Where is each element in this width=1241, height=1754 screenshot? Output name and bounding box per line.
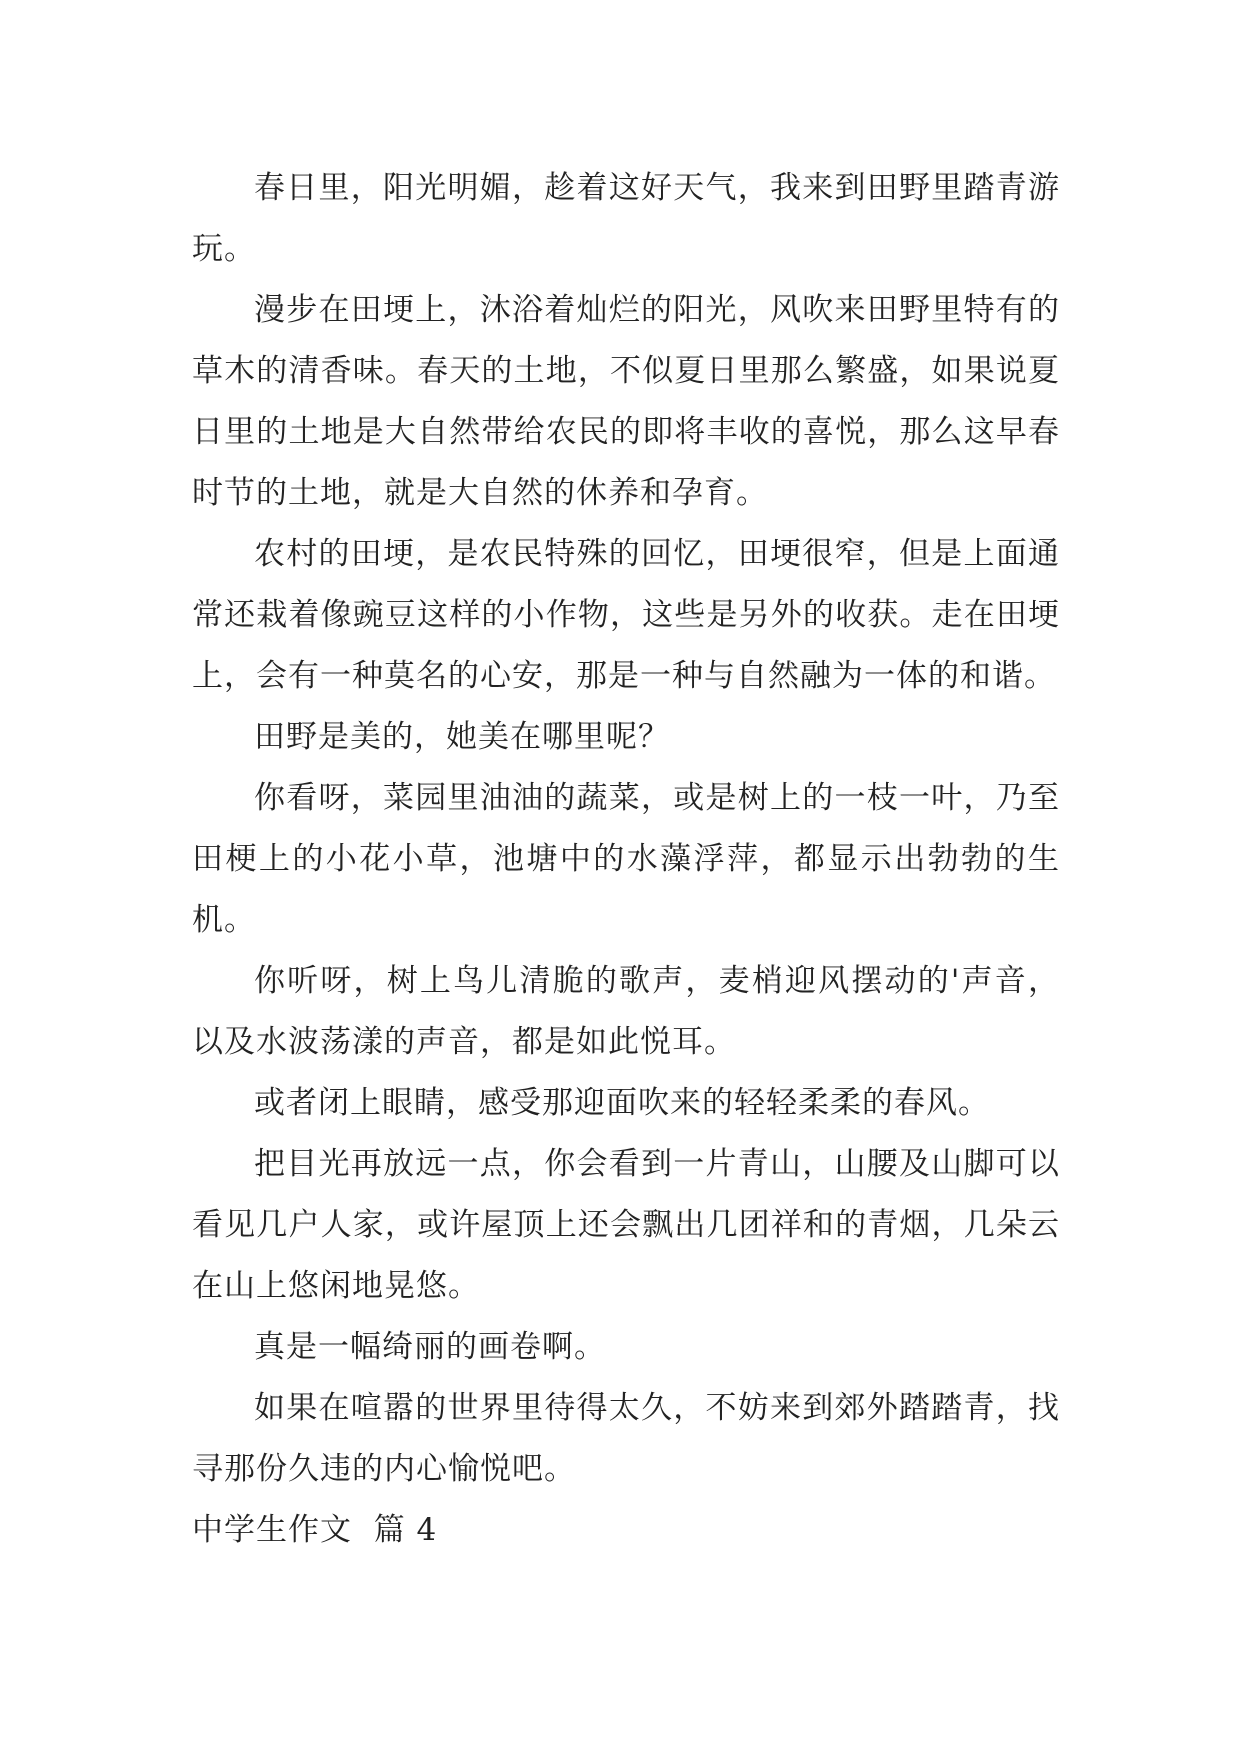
paragraph: 田野是美的，她美在哪里呢？ [254, 719, 670, 755]
paragraph: 或者闭上眼睛，感受那迎面吹来的轻轻柔柔的春风。 [254, 1085, 990, 1121]
paragraph: 把目光再放远一点，你会看到一片青山，山腰及山脚可以看见几户人家，或许屋顶上还会飘出几团祥和的青烟，几朵云在山上悠闲地晃悠。 [192, 1146, 1060, 1304]
paragraph: 你听呀，树上鸟儿清脆的歌声，麦梢迎风摆动的'声音，以及水波荡漾的声音，都是如此悦耳。 [192, 963, 1060, 1060]
paragraph: 如果在喧嚣的世界里待得太久，不妨来到郊外踏踏青，找寻那份久违的内心愉悦吧。 [192, 1390, 1060, 1487]
section-heading: 中学生作文 篇 4 [192, 1512, 438, 1548]
paragraph: 漫步在田埂上，沐浴着灿烂的阳光，风吹来田野里特有的草木的清香味。春天的土地，不似夏日里那么繁盛，如果说夏日里的土地是大自然带给农民的即将丰收的喜悦，那么这早春时节的土地，就是大自然的休养和孕育。 [192, 292, 1060, 511]
paragraph: 春日里，阳光明媚，趁着这好天气，我来到田野里踏青游玩。 [192, 170, 1060, 267]
paragraph: 农村的田埂，是农民特殊的回忆，田埂很窄，但是上面通常还栽着像豌豆这样的小作物，这些是另外的收获。走在田埂上，会有一种莫名的心安，那是一种与自然融为一体的和谐。 [192, 536, 1060, 694]
paragraph: 真是一幅绮丽的画卷啊。 [254, 1329, 606, 1365]
paragraph: 你看呀，菜园里油油的蔬菜，或是树上的一枝一叶，乃至田梗上的小花小草，池塘中的水藻浮萍，都显示出勃勃的生机。 [192, 780, 1060, 938]
document-body [192, 158, 1060, 1561]
